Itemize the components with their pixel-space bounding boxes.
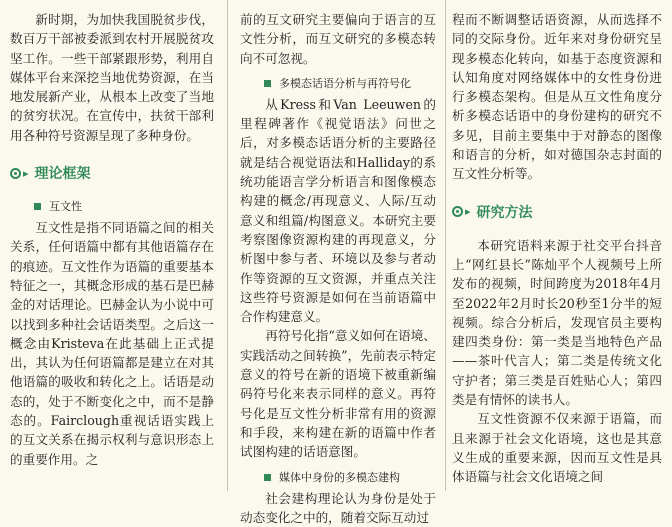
subsection-heading-intertextuality	[10, 197, 214, 216]
section-arrow-icon: ▸	[465, 205, 471, 219]
paragraph: 前的互文研究主要偏向于语言的互文性分析，而互文研究的多模态转向不可忽视。	[240, 12, 436, 66]
paragraph: 互文性资源不仅来源于语篇，而且来源于社会文化语境，这也是其意义生成的重要来源，因而互文性是具体语篇与社会文化语境之间	[452, 411, 662, 485]
subsection-title: 互文性	[49, 200, 82, 214]
paragraph: 再符号化指“意义如何在语境、实践活动之间转换”，先前表示特定意义的符号在新的语境下被重新编码符号化来表示同样的意义。再符号化是互文性分析非常有用的资源和手段，来构建在新的语篇中作者试图构建的话语意图。	[240, 328, 436, 460]
section-heading-method	[452, 202, 662, 222]
section-title: 研究方法	[476, 204, 533, 221]
section-title: 理论框架	[34, 166, 91, 183]
paragraph: 程而不断调整话语资源，从而选择不同的交际身份。近年来对身份研究呈现多模态化转向，如基于态度资源和认知角度对网络媒体中的女性身份进行多模态架构。但是从互文性角度分析多模态话语中的身份建构的研究不多见，目前主要集中于对静态的图像和语言的分析，如对德国杂志封面的互文性分析等。	[452, 12, 662, 182]
section-bullet-icon	[10, 168, 21, 179]
paragraph: 互文性是指不同语篇之间的相关关系，任何语篇中都有其他语篇存在的痕迹。互文性作为语篇的重要基本特征之一，其概念形成的基石是巴赫金的对话理论。巴赫金认为小说中可以找到多种社会话语类型。之后这一概念由Kristeva在此基础上正式提出，其认为任何语篇都是建立在对其他语篇的吸收和转化之上。话语是动态的，处于不断变化之中，而不是静态的。Fairclough重视话语实践上的互文关系在揭示权利与意识形态上的重要作用。之	[10, 220, 214, 467]
intro-paragraph: 新时期，为加快我国脱贫步伐，数百万干部被委派到农村开展脱贫攻坚工作。一些干部紧跟形势，利用自媒体平台来深挖当地优势资源，在当地发展新产业，从根本上改变了当地的贫穷状况。在宣传中，扶贫干部利用各种符号资源呈现了多种身份。	[10, 12, 214, 143]
paragraph: 从Kress和Van Leeuwen的里程碑著作《视觉语法》问世之后，对多模态话语分析的主要路径就是结合视觉语法和Halliday的系统功能语言学分析语言和图像模态构建的概念/再现意义、人际/互动意义和组篇/构图意义。本研究主要考察图像资源构建的再现意义，分析图中参与者、环境以及参与者动作等资源的互文资源，并重点关注这些符号资源是如何在当前语篇中合作构建意义。	[240, 96, 436, 325]
subsection-title: 多模态话语分析与再符号化	[279, 76, 411, 90]
section-heading-theory	[10, 163, 214, 183]
subsection-square-icon	[34, 203, 41, 210]
subsection-heading-identity	[240, 468, 436, 487]
column-3	[452, 0, 662, 487]
section-arrow-icon: ▸	[23, 166, 29, 180]
subsection-heading-multimodal	[240, 74, 436, 93]
column-1	[10, 0, 214, 469]
subsection-square-icon	[264, 80, 271, 87]
subsection-square-icon	[264, 474, 271, 481]
column-rule-2	[445, 0, 446, 491]
subsection-title: 媒体中身份的多模态建构	[279, 470, 400, 484]
paragraph: 本研究语料来源于社交平台抖音上“网红县长”陈灿平个人视频号上所发布的视频，时间跨度为2018年4月至2022年2月时长20秒至1分半的短视频。综合分析后，发现官员主要构建四类身份：第一类是当地特色产品——茶叶代言人；第二类是传统文化守护者；第三类是百姓贴心人；第四类是有情怀的读书人。	[452, 237, 662, 408]
column-2	[240, 0, 436, 527]
column-rule-1	[227, 0, 228, 491]
section-bullet-icon	[452, 206, 463, 217]
paragraph: 社会建构理论认为身份是处于动态变化之中的，随着交际互动过	[240, 490, 436, 525]
